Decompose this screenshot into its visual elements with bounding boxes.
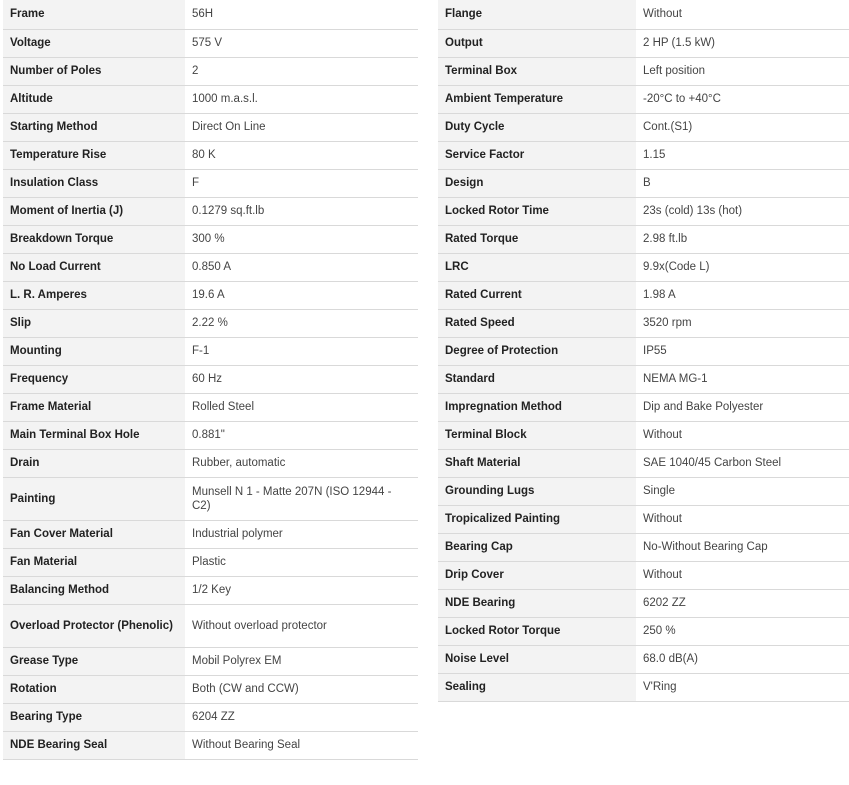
spec-label: Locked Rotor Time xyxy=(438,197,636,225)
spec-value: Left position xyxy=(636,57,849,85)
spec-label: Service Factor xyxy=(438,141,636,169)
spec-row xyxy=(438,617,849,645)
spec-label: Grease Type xyxy=(3,647,185,675)
spec-label: Mounting xyxy=(3,337,185,365)
spec-label: NDE Bearing Seal xyxy=(3,731,185,759)
spec-row xyxy=(3,576,418,604)
spec-row xyxy=(3,477,418,520)
spec-value: Rolled Steel xyxy=(185,393,418,421)
spec-value: 2.22 % xyxy=(185,309,418,337)
spec-label: Duty Cycle xyxy=(438,113,636,141)
spec-row xyxy=(438,57,849,85)
spec-row xyxy=(3,253,418,281)
spec-label: Drip Cover xyxy=(438,561,636,589)
spec-label: Tropicalized Painting xyxy=(438,505,636,533)
spec-value: Without xyxy=(636,421,849,449)
spec-label: Ambient Temperature xyxy=(438,85,636,113)
spec-label: Sealing xyxy=(438,673,636,701)
spec-row xyxy=(3,197,418,225)
spec-value: Single xyxy=(636,477,849,505)
spec-row xyxy=(3,57,418,85)
spec-row xyxy=(3,520,418,548)
spec-row xyxy=(3,281,418,309)
spec-value: 0.1279 sq.ft.lb xyxy=(185,197,418,225)
spec-row xyxy=(3,113,418,141)
spec-row xyxy=(438,197,849,225)
spec-row xyxy=(438,645,849,673)
spec-label: Rated Speed xyxy=(438,309,636,337)
spec-label: Breakdown Torque xyxy=(3,225,185,253)
spec-row xyxy=(3,365,418,393)
spec-label: Drain xyxy=(3,449,185,477)
spec-row xyxy=(438,393,849,421)
spec-value: Industrial polymer xyxy=(185,520,418,548)
spec-label: Terminal Box xyxy=(438,57,636,85)
spec-value: F xyxy=(185,169,418,197)
spec-value: 9.9x(Code L) xyxy=(636,253,849,281)
spec-value: 0.881" xyxy=(185,421,418,449)
spec-value: -20°C to +40°C xyxy=(636,85,849,113)
spec-value: Plastic xyxy=(185,548,418,576)
spec-value: 6202 ZZ xyxy=(636,589,849,617)
spec-label: Frame xyxy=(3,0,185,29)
spec-table-left xyxy=(3,0,418,760)
spec-label: Rated Current xyxy=(438,281,636,309)
spec-value: Cont.(S1) xyxy=(636,113,849,141)
spec-value: Dip and Bake Polyester xyxy=(636,393,849,421)
spec-value: Rubber, automatic xyxy=(185,449,418,477)
spec-row xyxy=(438,0,849,29)
spec-label: Noise Level xyxy=(438,645,636,673)
spec-value: 575 V xyxy=(185,29,418,57)
spec-label: Locked Rotor Torque xyxy=(438,617,636,645)
spec-row xyxy=(3,449,418,477)
spec-value: 1.98 A xyxy=(636,281,849,309)
spec-row xyxy=(438,505,849,533)
spec-label: Moment of Inertia (J) xyxy=(3,197,185,225)
spec-row xyxy=(3,393,418,421)
spec-row xyxy=(438,141,849,169)
spec-value: 68.0 dB(A) xyxy=(636,645,849,673)
spec-label: L. R. Amperes xyxy=(3,281,185,309)
spec-value: 2 xyxy=(185,57,418,85)
spec-value: B xyxy=(636,169,849,197)
spec-value: NEMA MG-1 xyxy=(636,365,849,393)
spec-label: Standard xyxy=(438,365,636,393)
spec-row xyxy=(438,281,849,309)
spec-row xyxy=(438,589,849,617)
spec-label: Degree of Protection xyxy=(438,337,636,365)
spec-label: Bearing Cap xyxy=(438,533,636,561)
spec-label: Number of Poles xyxy=(3,57,185,85)
spec-label: Overload Protector (Phenolic) xyxy=(3,604,185,647)
spec-row xyxy=(438,673,849,701)
spec-label: Grounding Lugs xyxy=(438,477,636,505)
spec-label: Shaft Material xyxy=(438,449,636,477)
spec-label: LRC xyxy=(438,253,636,281)
spec-row xyxy=(3,548,418,576)
spec-row xyxy=(438,309,849,337)
spec-value: 60 Hz xyxy=(185,365,418,393)
spec-value: No-Without Bearing Cap xyxy=(636,533,849,561)
spec-label: Slip xyxy=(3,309,185,337)
spec-value: F-1 xyxy=(185,337,418,365)
spec-row xyxy=(3,731,418,759)
spec-label: Fan Material xyxy=(3,548,185,576)
spec-row xyxy=(3,647,418,675)
spec-value: 23s (cold) 13s (hot) xyxy=(636,197,849,225)
spec-value: 19.6 A xyxy=(185,281,418,309)
spec-value: Mobil Polyrex EM xyxy=(185,647,418,675)
spec-value: 1.15 xyxy=(636,141,849,169)
spec-value: 3520 rpm xyxy=(636,309,849,337)
spec-row xyxy=(438,113,849,141)
spec-row xyxy=(3,225,418,253)
spec-label: Design xyxy=(438,169,636,197)
spec-value: IP55 xyxy=(636,337,849,365)
spec-row xyxy=(438,561,849,589)
spec-label: Terminal Block xyxy=(438,421,636,449)
spec-value: V'Ring xyxy=(636,673,849,701)
spec-row xyxy=(438,169,849,197)
spec-label: Frequency xyxy=(3,365,185,393)
spec-row xyxy=(438,365,849,393)
spec-row xyxy=(3,604,418,647)
spec-label: Insulation Class xyxy=(3,169,185,197)
spec-row xyxy=(438,85,849,113)
spec-label: Voltage xyxy=(3,29,185,57)
spec-row xyxy=(3,675,418,703)
spec-value: 1000 m.a.s.l. xyxy=(185,85,418,113)
spec-row xyxy=(3,337,418,365)
spec-table-right xyxy=(438,0,849,702)
spec-label: Impregnation Method xyxy=(438,393,636,421)
spec-label: Bearing Type xyxy=(3,703,185,731)
spec-value: 80 K xyxy=(185,141,418,169)
spec-row xyxy=(438,449,849,477)
spec-row xyxy=(438,337,849,365)
spec-value: Without xyxy=(636,0,849,29)
spec-label: Painting xyxy=(3,477,185,520)
spec-value: 0.850 A xyxy=(185,253,418,281)
spec-row xyxy=(438,477,849,505)
spec-label: Output xyxy=(438,29,636,57)
spec-value: 6204 ZZ xyxy=(185,703,418,731)
spec-row xyxy=(3,141,418,169)
spec-label: Flange xyxy=(438,0,636,29)
spec-value: Without overload protector xyxy=(185,604,418,647)
spec-value: 2 HP (1.5 kW) xyxy=(636,29,849,57)
spec-value: Without xyxy=(636,505,849,533)
spec-value: Both (CW and CCW) xyxy=(185,675,418,703)
spec-label: No Load Current xyxy=(3,253,185,281)
spec-row xyxy=(3,0,418,29)
spec-row xyxy=(438,533,849,561)
spec-label: Temperature Rise xyxy=(3,141,185,169)
spec-row xyxy=(438,225,849,253)
spec-row xyxy=(3,29,418,57)
spec-value: 1/2 Key xyxy=(185,576,418,604)
spec-row xyxy=(438,29,849,57)
spec-value: SAE 1040/45 Carbon Steel xyxy=(636,449,849,477)
spec-row xyxy=(438,253,849,281)
spec-value: Munsell N 1 - Matte 207N (ISO 12944 - C2) xyxy=(185,477,418,520)
spec-value: 250 % xyxy=(636,617,849,645)
spec-value: Without Bearing Seal xyxy=(185,731,418,759)
spec-label: Altitude xyxy=(3,85,185,113)
spec-row xyxy=(3,421,418,449)
spec-row xyxy=(438,421,849,449)
spec-value: 56H xyxy=(185,0,418,29)
spec-label: Fan Cover Material xyxy=(3,520,185,548)
spec-label: NDE Bearing xyxy=(438,589,636,617)
spec-row xyxy=(3,309,418,337)
spec-label: Main Terminal Box Hole xyxy=(3,421,185,449)
spec-row xyxy=(3,169,418,197)
spec-value: 300 % xyxy=(185,225,418,253)
spec-table-right-body xyxy=(438,0,849,701)
spec-label: Balancing Method xyxy=(3,576,185,604)
spec-value: 2.98 ft.lb xyxy=(636,225,849,253)
spec-row xyxy=(3,85,418,113)
spec-value: Without xyxy=(636,561,849,589)
spec-label: Frame Material xyxy=(3,393,185,421)
spec-label: Starting Method xyxy=(3,113,185,141)
spec-label: Rated Torque xyxy=(438,225,636,253)
spec-row xyxy=(3,703,418,731)
spec-value: Direct On Line xyxy=(185,113,418,141)
spec-table-left-body xyxy=(3,0,418,759)
spec-label: Rotation xyxy=(3,675,185,703)
